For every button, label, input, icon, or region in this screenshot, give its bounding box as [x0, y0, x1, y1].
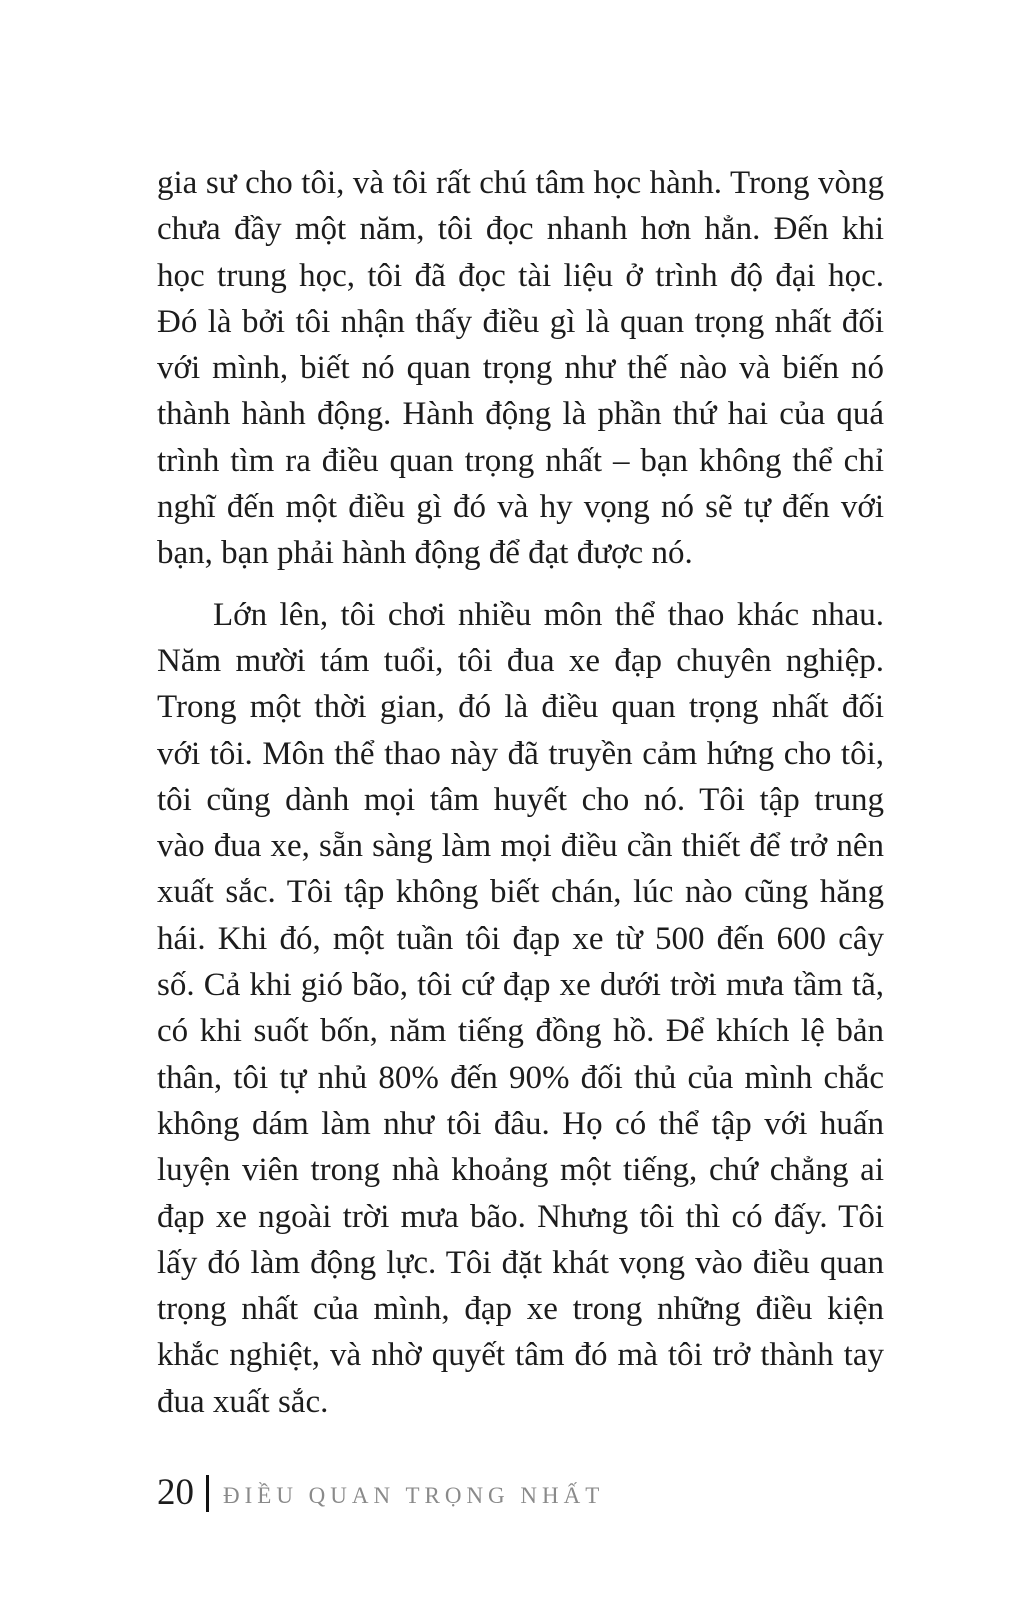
text-line: trọng nhất của mình, đạp xe trong những điều kiện	[157, 1291, 884, 1328]
text-line: luyện viên trong nhà khoảng một tiếng, chứ chẳng ai	[157, 1152, 884, 1189]
text-line: hái. Khi đó, một tuần tôi đạp xe từ 500 đến 600 cây	[157, 920, 884, 957]
text-line: vào đua xe, sẵn sàng làm mọi điều cần thiết để trở nên	[157, 828, 884, 865]
book-title: ĐIỀU QUAN TRỌNG NHẤT	[223, 1483, 605, 1508]
text-line: với mình, biết nó quan trọng như thế nào và biến nó	[157, 350, 884, 387]
text-line: Trong một thời gian, đó là điều quan trọng nhất đối	[157, 689, 884, 726]
paragraph	[157, 160, 884, 577]
text-line: lấy đó làm động lực. Tôi đặt khát vọng vào điều quan	[157, 1244, 884, 1281]
text-line: gia sư cho tôi, và tôi rất chú tâm học hành. Trong vòng	[157, 165, 884, 201]
text-line: khắc nghiệt, và nhờ quyết tâm đó mà tôi trở thành tay	[157, 1337, 884, 1374]
text-line: đua xuất sắc.	[157, 1383, 329, 1420]
text-line: Đó là bởi tôi nhận thấy điều gì là quan trọng nhất đối	[157, 303, 884, 340]
text-line: thành hành động. Hành động là phần thứ hai của quá	[157, 396, 884, 433]
text-line: chưa đầy một năm, tôi đọc nhanh hơn hẳn. Đến khi	[157, 211, 884, 248]
text-line: xuất sắc. Tôi tập không biết chán, lúc nào cũng hăng	[157, 874, 884, 911]
page-number: 20	[157, 1472, 194, 1513]
text-line: số. Cả khi gió bão, tôi cứ đạp xe dưới trời mưa tầm tã,	[157, 967, 884, 1004]
text-line: tôi cũng dành mọi tâm huyết cho nó. Tôi tập trung	[157, 781, 884, 818]
page-footer	[157, 1471, 604, 1515]
text-line: thân, tôi tự nhủ 80% đến 90% đối thủ của mình chắc	[157, 1059, 884, 1096]
text-line: nghĩ đến một điều gì đó và hy vọng nó sẽ tự đến với	[157, 489, 884, 526]
text-line: có khi suốt bốn, năm tiếng đồng hồ. Để khích lệ bản	[157, 1013, 884, 1050]
text-line: học trung học, tôi đã đọc tài liệu ở trình độ đại học.	[157, 257, 884, 294]
text-line: bạn, bạn phải hành động để đạt được nó.	[157, 535, 693, 572]
text-line: không dám làm như tôi đâu. Họ có thể tập với huấn	[157, 1105, 884, 1142]
paragraph	[157, 592, 884, 1425]
text-line: đạp xe ngoài trời mưa bão. Nhưng tôi thì có đấy. Tôi	[157, 1198, 884, 1235]
text-line: Năm mười tám tuổi, tôi đua xe đạp chuyên nghiệp.	[157, 642, 884, 679]
text-block	[157, 160, 884, 1425]
text-line: trình tìm ra điều quan trọng nhất – bạn không thể chỉ	[157, 442, 884, 479]
text-line: với tôi. Môn thể thao này đã truyền cảm hứng cho tôi,	[157, 735, 884, 772]
footer-divider	[206, 1475, 209, 1512]
text-line: Lớn lên, tôi chơi nhiều môn thể thao khác nhau.	[213, 596, 884, 633]
